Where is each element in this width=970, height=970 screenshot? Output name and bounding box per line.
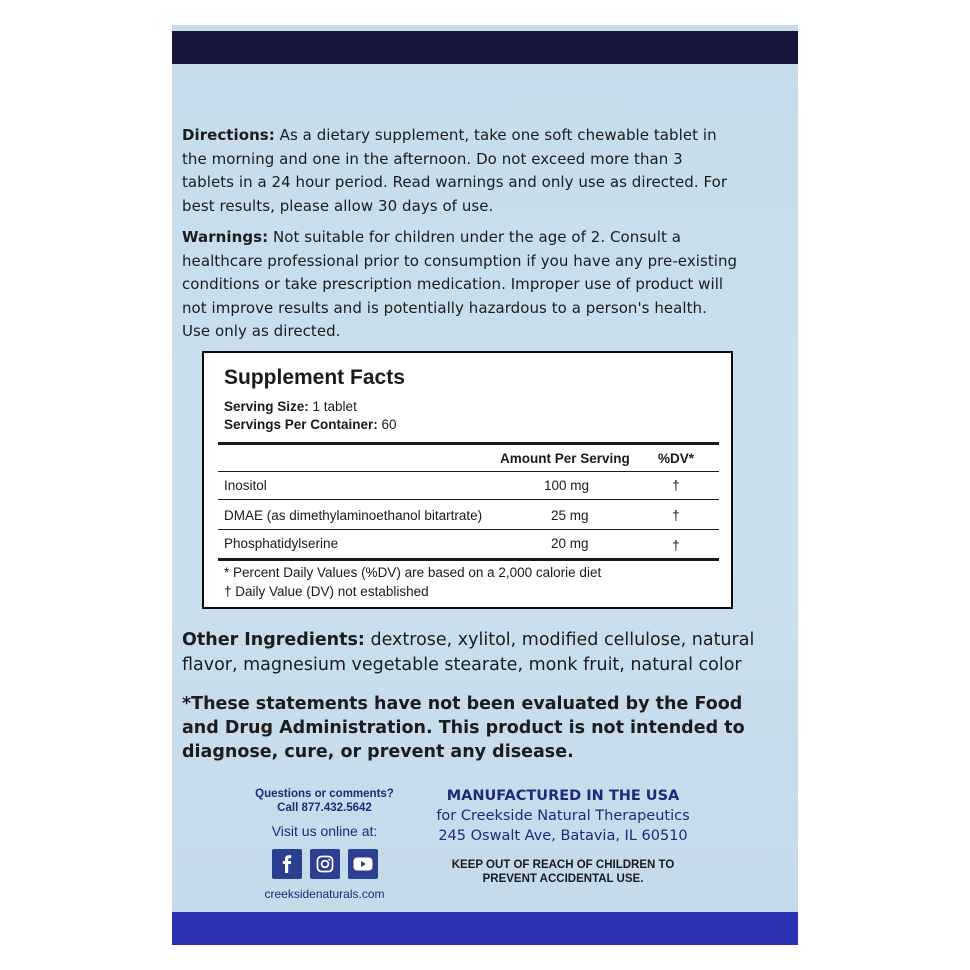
youtube-icon[interactable]: [348, 849, 378, 879]
manufactured-in-usa: MANUFACTURED IN THE USA: [446, 788, 680, 804]
supplement-facts-box: [202, 351, 733, 609]
servings-per-container-label: Servings Per Container:: [224, 417, 378, 432]
instagram-icon[interactable]: [310, 849, 340, 879]
footnote-percent-dv: * Percent Daily Values (%DV) are based on a 2,000 calorie diet: [224, 565, 602, 580]
nutrient-name: Inositol: [224, 478, 267, 493]
warnings-paragraph: [182, 226, 738, 344]
manufacturer-name: for Creekside Natural Therapeutics: [436, 808, 690, 824]
thick-rule-top: [218, 442, 719, 445]
other-ingredients: [182, 628, 772, 678]
other-ingredients-text: dextrose, xylitol, modified cellulose, natural flavor, magnesium vegetable stearate, monk fruit, natural color: [182, 630, 755, 675]
manufacturer-address: 245 Oswalt Ave, Batavia, IL 60510: [438, 828, 688, 844]
facebook-icon[interactable]: [272, 849, 302, 879]
directions-paragraph: [182, 124, 738, 218]
row-divider: [218, 471, 719, 472]
nutrient-amount: 100 mg: [544, 478, 590, 493]
label-panel: [172, 25, 798, 945]
keep-away-line-2: PREVENT ACCIDENTAL USE.: [482, 873, 644, 885]
footnote-dv-not-established: † Daily Value (DV) not established: [224, 584, 429, 599]
serving-size-label: Serving Size:: [224, 399, 309, 414]
amount-column-header: Amount Per Serving: [500, 451, 630, 466]
warnings-label: Warnings:: [182, 228, 269, 246]
serving-size-value: 1 tablet: [308, 399, 357, 414]
fda-disclaimer: *These statements have not been evaluated by the Food and Drug Administration. This product is not intended to diagnose, cure, or prevent any disease.: [182, 694, 745, 762]
nutrient-name: Phosphatidylserine: [224, 536, 339, 551]
nutrient-name: DMAE (as dimethylaminoethanol bitartrate): [224, 508, 483, 523]
row-divider: [218, 529, 719, 530]
manufacturer-block: [418, 786, 708, 846]
website-link[interactable]: creeksidenaturals.com: [264, 887, 385, 901]
dv-column-header: %DV*: [658, 451, 695, 466]
contact-block: [242, 787, 407, 901]
nutrient-dv: †: [672, 507, 680, 523]
top-color-band: [172, 31, 798, 64]
visit-online-text: Visit us online at:: [271, 823, 378, 839]
phone-number: Call 877.432.5642: [277, 802, 372, 814]
thick-rule-bottom: [218, 558, 719, 561]
servings-per-container-value: 60: [377, 417, 397, 432]
keep-away-warning: [428, 858, 698, 886]
social-icons: [242, 849, 407, 879]
nutrient-amount: 20 mg: [551, 536, 589, 551]
nutrient-amount: 25 mg: [551, 508, 589, 523]
supplement-facts-title: Supplement Facts: [224, 366, 405, 389]
nutrient-dv: †: [672, 477, 680, 493]
row-divider: [218, 499, 719, 500]
directions-label: Directions:: [182, 126, 275, 144]
warnings-text: Not suitable for children under the age of 2. Consult a healthcare professional prior to consumption if you have any pre-existing conditions or take prescription medication. Improper use of product will not improve results and is potentially hazardous to a person's health. Use only as directed.: [182, 228, 738, 340]
serving-size: [224, 399, 357, 414]
bottom-color-band: [172, 912, 798, 945]
servings-per-container: [224, 417, 397, 432]
other-ingredients-label: Other Ingredients:: [182, 630, 365, 650]
keep-away-line-1: KEEP OUT OF REACH OF CHILDREN TO: [451, 859, 675, 871]
questions-text: Questions or comments?: [255, 788, 394, 800]
nutrient-dv: †: [672, 537, 680, 553]
directions-text: As a dietary supplement, take one soft chewable tablet in the morning and one in the afternoon. Do not exceed more than 3 tablets in a 24 hour period. Read warnings and only use as directed. For best results, please allow 30 days of use.: [182, 126, 728, 215]
